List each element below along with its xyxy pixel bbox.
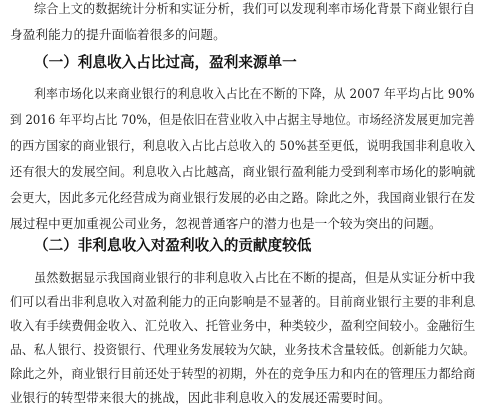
intro-line-2: 身盈利能力的提升面临着很多的问题。 <box>10 27 226 42</box>
section-1-heading: （一）利息收入占比过高，盈利来源单一 <box>34 54 297 71</box>
section-1-line-6: 展过程中更加重视公司业务，忽视普通客户的潜力也是一个较为突出的问题。 <box>10 216 442 231</box>
section-2-line-2: 们可以看出非利息收入对盈利能力的正向影响是不显著的。目前商业银行主要的非利息 <box>10 294 476 309</box>
section-1-line-5: 会更大，因此多元化经营成为商业银行发展的必由之路。除此之外，我国商业银行在发 <box>10 190 476 205</box>
section-2-line-3: 收入有手续费佣金收入、汇兑收入、托管业务中，种类较少，盈利空间较小。金融衍生 <box>10 318 476 333</box>
intro-line-1: 综合上文的数据统计分析和实证分析，我们可以发现利率市场化背景下商业银行自 <box>34 1 475 16</box>
section-2-line-5: 除此之外，商业银行目前还处于转型的初期，外在的竞争压力和内在的管理压力都给商 <box>10 366 476 381</box>
section-2-line-6: 业银行的转型带来很大的挑战，因此非利息收入的发展还需要时间。 <box>10 390 391 405</box>
section-2-line-1: 虽然数据显示我国商业银行的非利息收入占比在不断的提高，但是从实证分析中我 <box>34 270 475 285</box>
section-1-line-2: 到 2016 年平均占比 70%，但是依旧在营业收入中占据主导地位。市场经济发展更加完善 <box>10 112 475 127</box>
section-2-line-4: 品、私人银行、投资银行、代理业务发展较为欠缺，业务技术含量较低。创新能力欠缺。 <box>10 342 476 357</box>
section-2-heading: （二）非利息收入对盈利收入的贡献度较低 <box>34 237 312 254</box>
section-1-line-3: 的西方国家的商业银行，利息收入占比占总收入的 50%甚至更低，说明我国非利息收入 <box>10 138 476 153</box>
section-1-line-4: 还有很大的发展空间。利息收入占比越高，商业银行盈利能力受到利率市场化的影响就 <box>10 164 476 179</box>
section-1-line-1: 利率市场化以来商业银行的利息收入占比在不断的下降，从 2007 年平均占比 90% <box>34 86 475 101</box>
